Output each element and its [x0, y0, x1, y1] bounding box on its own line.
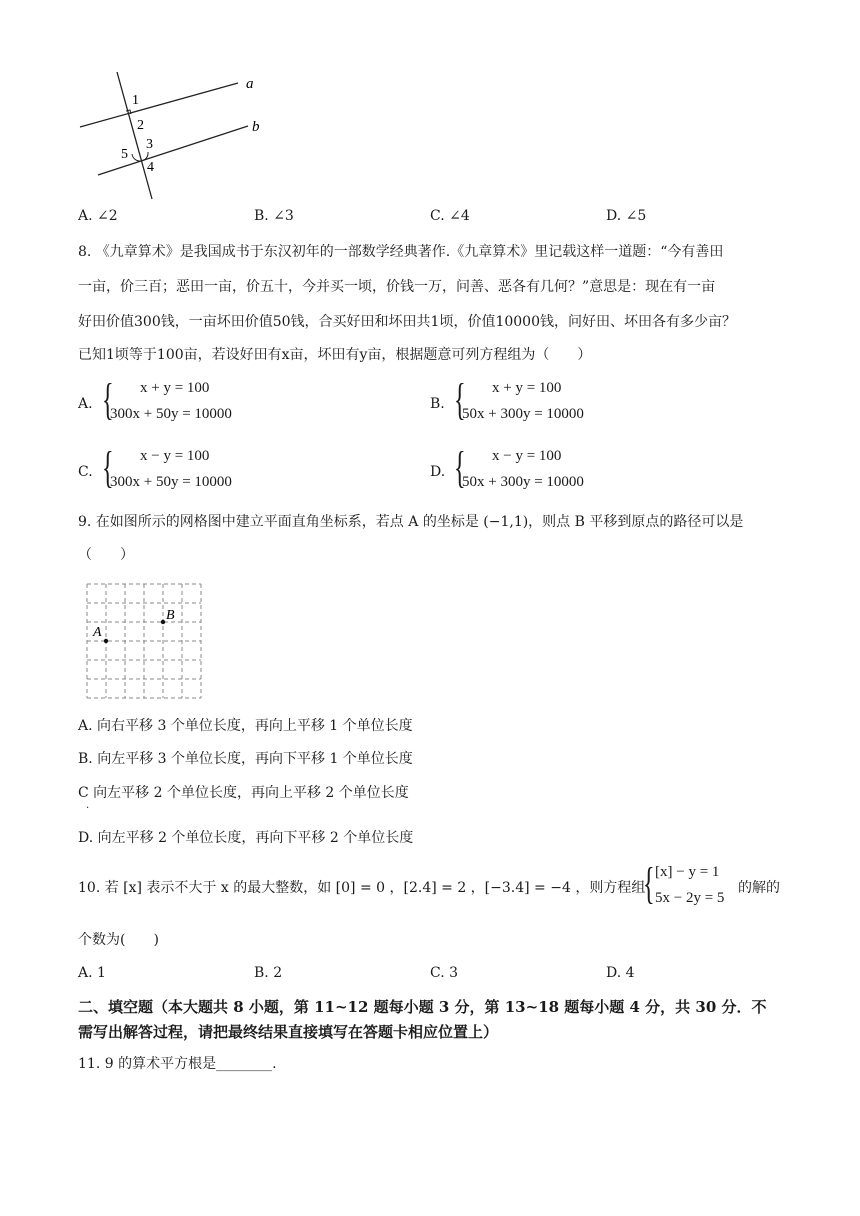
q9-option-a[interactable]: A. 向右平移 3 个单位长度，再向上平移 1 个单位长度 [78, 718, 413, 734]
q11-question: 11. 9 的算术平方根是________. [78, 1056, 277, 1072]
q7-figure [70, 66, 280, 201]
equation-2: 300x + 50y = 10000 [110, 474, 232, 490]
brace: { [454, 443, 466, 492]
line-a [80, 83, 238, 127]
q9-option-c[interactable]: C 向左平移 2 个单位长度，再向上平移 2 个单位长度 [78, 785, 409, 801]
equation-1: x − y = 100 [140, 448, 210, 464]
point-a [104, 639, 108, 643]
q7-option-a[interactable]: A. ∠2 [78, 208, 118, 224]
equation-1: x + y = 100 [140, 380, 210, 396]
option-label: C. [78, 464, 93, 480]
q9-line-1: 9. 在如图所示的网格图中建立平面直角坐标系，若点 A 的坐标是 (−1,1)，则点 B 平移到原点的路径可以是 [78, 514, 744, 530]
brace: { [102, 375, 114, 424]
q10-line-2: 个数为( ) [78, 932, 159, 948]
q7-option-b[interactable]: B. ∠3 [254, 208, 294, 224]
label-a: a [246, 76, 254, 92]
label-5: 5 [121, 147, 128, 162]
option-label: D. [430, 464, 446, 480]
q10-option-d[interactable]: D. 4 [606, 965, 635, 981]
section-2-heading-line-1: 二、填空题（本大题共 8 小题，第 11~12 题每小题 3 分，第 13~18 题每小题 4 分，共 30 分．不 [78, 998, 767, 1016]
equation-2: 300x + 50y = 10000 [110, 406, 232, 422]
q10-equation-1: [x] − y = 1 [655, 864, 720, 880]
equation-1: x − y = 100 [492, 448, 562, 464]
equation-1: x + y = 100 [492, 380, 562, 396]
q9-line-2: （ ） [78, 547, 134, 563]
q8-option-c[interactable] [78, 443, 378, 496]
q8-line-3: 好田价值300钱，一亩坏田价值50钱，合买好田和坏田共1顷，价值10000钱，问好田、坏田各有多少亩？ [78, 314, 736, 330]
q10-option-b[interactable]: B. 2 [254, 965, 283, 981]
label-b: b [252, 119, 260, 135]
q8-option-b[interactable] [430, 375, 730, 428]
q8-line-1: 8. 《九章算术》是我国成书于东汉初年的一部数学经典著作.《九章算术》里记载这样一道题：“今有善田 [78, 244, 724, 260]
equation-2: 50x + 300y = 10000 [462, 474, 584, 490]
label-1: 1 [132, 93, 139, 108]
brace: { [102, 443, 114, 492]
q10-intro: 10. 若 [x] 表示不大于 x 的最大整数，如 [0] = 0 ，[2.4] = 2 ，[−3.4] = −4 ，则方程组 [78, 880, 646, 896]
q9-option-c-dot: . [86, 800, 90, 811]
q8-line-4: 已知1顷等于100亩，若设好田有x亩，坏田有y亩，根据题意可列方程组为（ ） [78, 347, 592, 363]
option-label: A. [78, 396, 93, 412]
q9-option-b[interactable]: B. 向左平移 3 个单位长度，再向下平移 1 个单位长度 [78, 751, 413, 767]
q9-grid-figure [84, 582, 208, 702]
q8-option-a[interactable] [78, 375, 378, 428]
q7-option-c[interactable]: C. ∠4 [430, 208, 470, 224]
q10-option-a[interactable]: A. 1 [78, 965, 106, 981]
q10-option-c[interactable]: C. 3 [430, 965, 459, 981]
point-b [161, 620, 165, 624]
label-4: 4 [147, 160, 154, 175]
q10-tail: 的解的 [738, 880, 780, 896]
q10-equation-2: 5x − 2y = 5 [655, 890, 725, 906]
q8-option-d[interactable] [430, 443, 730, 496]
equation-2: 50x + 300y = 10000 [462, 406, 584, 422]
label-3: 3 [146, 137, 153, 152]
option-label: B. [430, 396, 445, 412]
transversal [117, 72, 152, 199]
label-2: 2 [137, 118, 144, 133]
label-point-b: B [166, 608, 175, 623]
brace: { [454, 375, 466, 424]
q9-option-d[interactable]: D. 向左平移 2 个单位长度，再向下平移 2 个单位长度 [78, 830, 414, 846]
q8-line-2: 一亩，价三百；恶田一亩，价五十，今并买一顷，价钱一万，问善、恶各有几何？”意思是：现在有一亩 [78, 279, 716, 295]
q7-option-d[interactable]: D. ∠5 [606, 208, 647, 224]
section-2-heading-line-2: 需写出解答过程，请把最终结果直接填写在答题卡相应位置上） [78, 1023, 499, 1041]
label-point-a: A [93, 625, 102, 640]
brace: { [643, 859, 655, 908]
